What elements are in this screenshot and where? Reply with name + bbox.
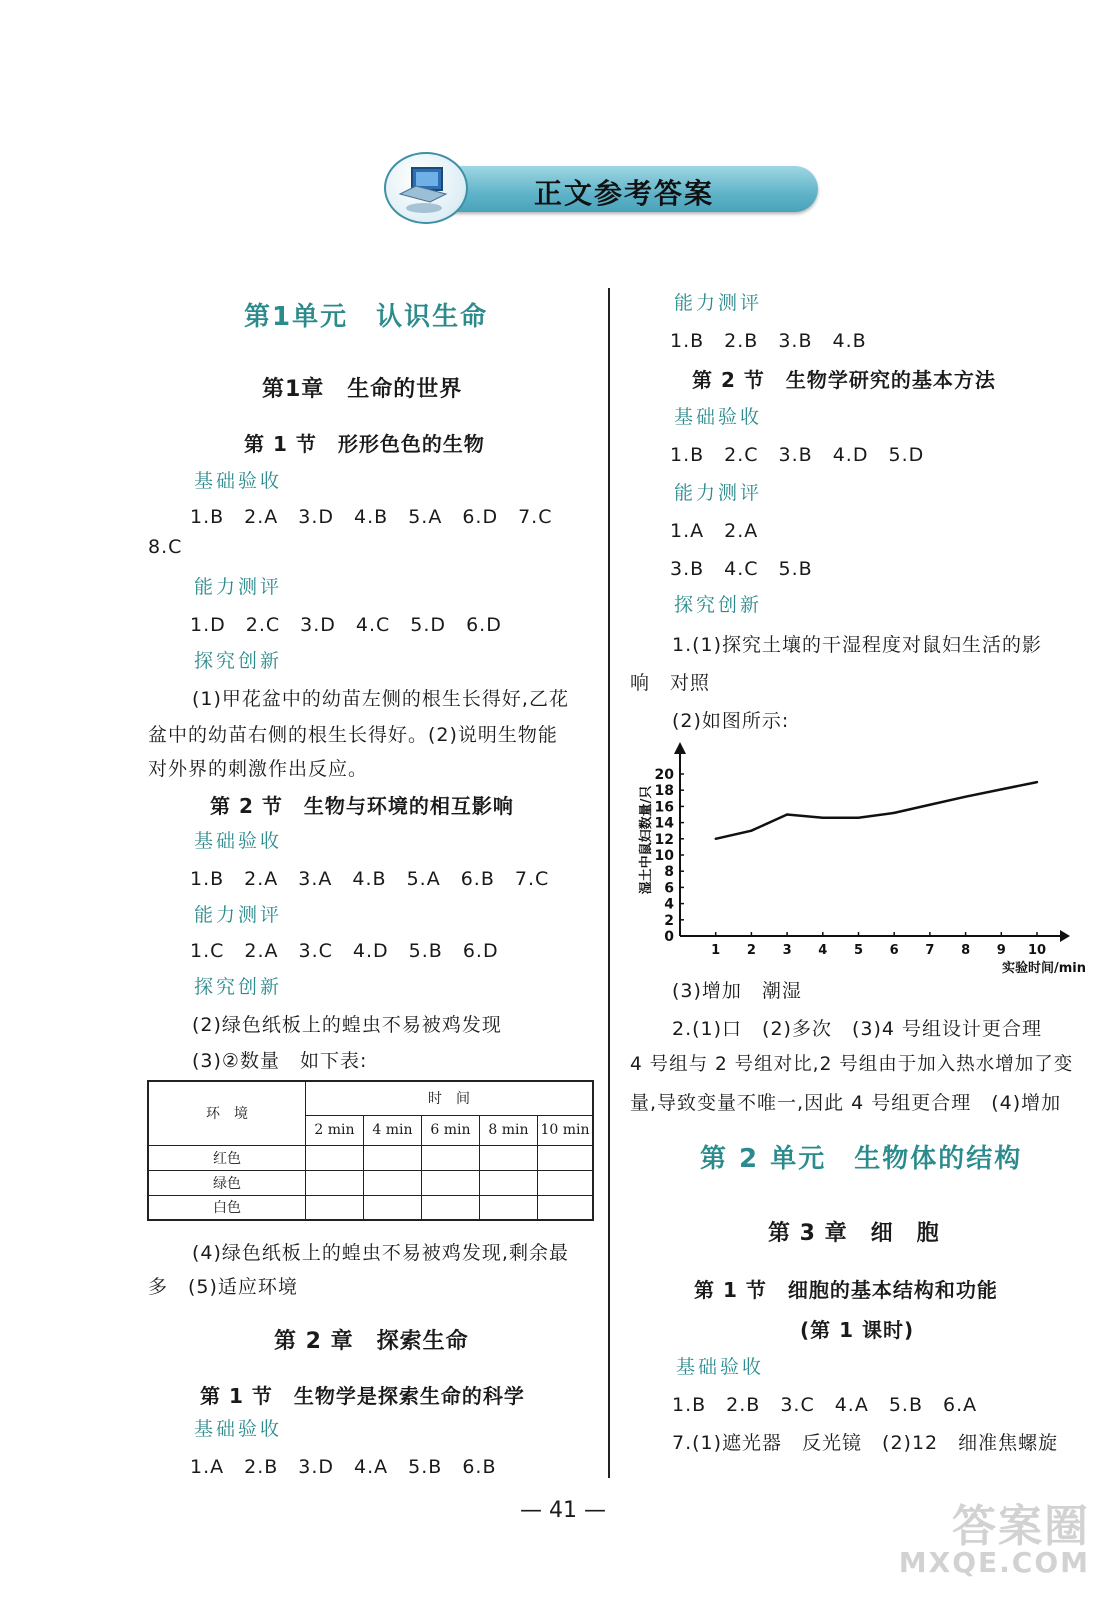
data-point (893, 812, 895, 814)
answers-basic-1b: 8.C (148, 536, 183, 558)
y-tick-label: 6 (664, 880, 674, 897)
x-tick-label: 6 (889, 943, 899, 958)
section-2-title: 第 2 节 生物与环境的相互影响 (210, 794, 514, 818)
data-point (1000, 788, 1002, 790)
explore-4-line-3: (2)如图所示: (672, 710, 790, 732)
table-header-time-4: 4 min (364, 1115, 422, 1145)
y-tick-label: 8 (664, 864, 674, 881)
explore-2-line-4: 多 (5)适应环境 (148, 1276, 298, 1298)
table-header-time-2: 2 min (306, 1115, 364, 1145)
x-tick-label: 8 (961, 943, 971, 958)
table-row (148, 1170, 593, 1195)
data-point (929, 804, 931, 806)
x-tick-label: 10 (1027, 943, 1047, 958)
answers-basic-5: 1.B 2.B 3.C 4.A 5.B 6.A (672, 1394, 978, 1416)
explore-4-line-1: 1.(1)探究土壤的干湿程度对鼠妇生活的影 (672, 634, 1043, 656)
answers-basic-4: 1.B 2.C 3.B 4.D 5.D (670, 444, 925, 466)
data-point (857, 817, 859, 819)
site-watermark (900, 1490, 1090, 1595)
table-row (148, 1145, 593, 1170)
observation-table (147, 1080, 594, 1221)
section-5-title: 第 1 节 细胞的基本结构和功能 (694, 1278, 998, 1302)
explore-4-line-2: 响 对照 (630, 672, 711, 694)
unit-2-title: 第 2 单元 生物体的结构 (700, 1144, 1023, 1174)
answers-ability-1: 1.D 2.C 3.D 4.C 5.D 6.D (190, 614, 502, 636)
question-2-line-3: 量,导致变量不唯一,因此 4 号组更合理 (4)增加 (630, 1092, 1062, 1114)
explore-2-line-2: (3)②数量 如下表: (192, 1050, 368, 1072)
watermark-line-2: MXQE.COM (898, 1546, 1090, 1579)
table-row-label-red: 红色 (148, 1145, 306, 1170)
x-tick-label: 9 (996, 943, 1006, 958)
x-tick-label: 7 (925, 943, 935, 958)
table-header-time-10: 10 min (538, 1115, 594, 1145)
x-tick-label: 3 (782, 943, 792, 958)
label-explore-4: 探究创新 (674, 594, 763, 616)
question-2-line-2: 4 号组与 2 号组对比,2 号组由于加入热水增加了变 (630, 1054, 1074, 1075)
y-axis-arrow (674, 742, 686, 754)
table-row (148, 1195, 593, 1220)
y-tick-label: 14 (654, 815, 674, 832)
explore-1-line-1: (1)甲花盆中的幼苗左侧的根生长得好,乙花 (192, 688, 569, 710)
y-tick-label: 4 (664, 896, 674, 913)
table-header-time-8: 8 min (480, 1115, 538, 1145)
label-explore-2: 探究创新 (194, 976, 283, 998)
label-basic-3: 基础验收 (194, 1418, 283, 1440)
answers-ability-3: 1.B 2.B 3.B 4.B (670, 330, 867, 352)
table-header-time: 时 间 (306, 1081, 594, 1115)
y-tick-label: 16 (654, 799, 674, 816)
chapter-1-title: 第1章 生命的世界 (262, 377, 463, 402)
data-point (822, 817, 824, 819)
unit-1-title: 第1单元 认识生命 (244, 302, 489, 332)
x-tick-label: 4 (818, 943, 828, 958)
label-basic-1: 基础验收 (194, 470, 283, 492)
label-ability-2: 能力测评 (194, 904, 283, 926)
table-header-environment: 环 境 (148, 1081, 306, 1145)
y-tick-label: 10 (654, 848, 674, 864)
answers-basic-5-q7: 7.(1)遮光器 反光镜 (2)12 细准焦螺旋 (672, 1432, 1059, 1454)
x-tick-label: 5 (853, 943, 864, 958)
answers-ability-4b: 3.B 4.C 5.B (670, 558, 813, 580)
answers-ability-4a: 1.A 2.A (670, 520, 759, 542)
chapter-3-title: 第 3 章 细 胞 (768, 1221, 940, 1246)
table-row-label-white: 白色 (148, 1195, 306, 1220)
banner-title: 正文参考答案 (534, 177, 715, 210)
y-tick-label: 12 (654, 831, 674, 848)
explore-4-line-4: (3)增加 潮湿 (672, 980, 802, 1002)
y-tick-label: 18 (654, 783, 674, 800)
label-basic-2: 基础验收 (194, 830, 283, 852)
explore-1-line-3: 对外界的刺激作出反应。 (148, 758, 369, 780)
lesson-label: (第 1 课时) (800, 1318, 915, 1342)
explore-1-line-2: 盆中的幼苗右侧的根生长得好。(2)说明生物能 (148, 724, 558, 746)
data-point (1036, 781, 1038, 783)
section-4-title: 第 2 节 生物学研究的基本方法 (692, 368, 996, 392)
line-chart (632, 740, 1087, 980)
answers-basic-3: 1.A 2.B 3.D 4.A 5.B 6.B (190, 1456, 497, 1478)
column-divider (608, 288, 610, 1478)
label-basic-5: 基础验收 (676, 1356, 765, 1378)
table-header-time-6: 6 min (422, 1115, 480, 1145)
question-2-line-1: 2.(1)口 (2)多次 (3)4 号组设计更合理 (672, 1018, 1042, 1040)
page-number: — 41 — (520, 1498, 606, 1523)
y-tick-label: 20 (654, 767, 674, 783)
y-axis-label: 湿土中鼠妇数量/只 (639, 785, 654, 895)
series-line (716, 782, 1037, 839)
label-ability-4: 能力测评 (674, 482, 763, 504)
explore-2-line-1: (2)绿色纸板上的蝗虫不易被鸡发现 (192, 1014, 502, 1036)
explore-2-line-3: (4)绿色纸板上的蝗虫不易被鸡发现,剩余最 (192, 1242, 569, 1264)
section-3-title: 第 1 节 生物学是探索生命的科学 (200, 1384, 525, 1408)
y-tick-label: 0 (664, 929, 674, 945)
section-banner (384, 152, 820, 224)
data-point (786, 813, 788, 815)
x-axis-arrow (1060, 930, 1070, 942)
x-tick-label: 1 (711, 943, 721, 958)
computer-icon (384, 152, 468, 224)
label-ability-3: 能力测评 (674, 292, 763, 314)
y-tick-label: 2 (664, 912, 674, 929)
table-row-label-green: 绿色 (148, 1170, 306, 1195)
x-tick-label: 2 (746, 943, 756, 958)
section-1-title: 第 1 节 形形色色的生物 (244, 432, 485, 456)
x-axis-label: 实验时间/min (1001, 961, 1087, 976)
answers-basic-1a: 1.B 2.A 3.D 4.B 5.A 6.D 7.C (190, 506, 553, 528)
label-ability-1: 能力测评 (194, 576, 283, 598)
label-explore-1: 探究创新 (194, 650, 283, 672)
answers-ability-2: 1.C 2.A 3.C 4.D 5.B 6.D (190, 940, 499, 962)
chapter-2-title: 第 2 章 探索生命 (274, 1329, 469, 1354)
data-point (715, 838, 717, 840)
data-point (750, 830, 752, 832)
data-point (964, 795, 966, 797)
answers-basic-2: 1.B 2.A 3.A 4.B 5.A 6.B 7.C (190, 868, 550, 890)
watermark-line-1: 答案圈 (952, 1501, 1090, 1552)
label-basic-4: 基础验收 (674, 406, 763, 428)
